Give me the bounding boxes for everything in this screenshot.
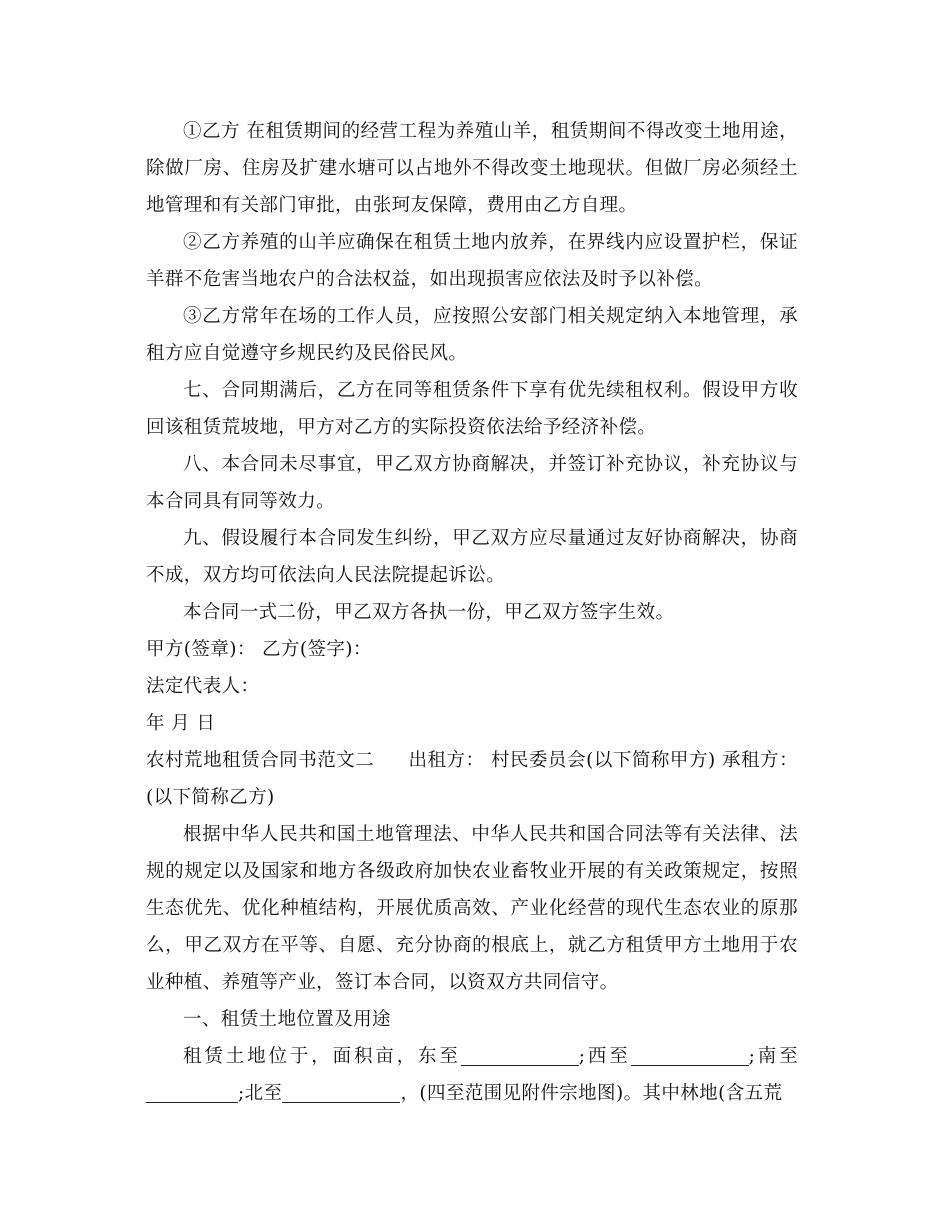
second-contract-title: 农村荒地租赁合同书范文二 [146,750,375,771]
second-contract-parties: 出租方： 村民委员会(以下简称甲方) 承租方：(以下简称乙方) [146,750,798,808]
paragraph-article-7: 七、合同期满后，乙方在同等租赁条件下享有优先续租权利。假设甲方收回该租赁荒坡地，甲方对乙方的实际投资依法给予经济补偿。 [146,380,798,438]
location-intro: 租赁土地位于，面积亩，东至 [183,1046,461,1067]
north-boundary-blank [282,1080,400,1103]
paragraph-clause-3: ③乙方常年在场的工作人员，应按照公安部门相关规定纳入本地管理，承租方应自觉遵守乡规民约及民俗民风。 [146,306,798,364]
second-contract-heading [146,742,798,816]
signature-date: 年 月 日 [146,713,216,734]
paragraph-clause-2: ②乙方养殖的山羊应确保在租赁土地内放养，在界线内应设置护栏，保证羊群不危害当地农户的合法权益，如出现损害应依法及时予以补偿。 [146,232,798,290]
paragraph-clause-1: ①乙方 在租赁期间的经营工程为养殖山羊，租赁期间不得改变土地用途，除做厂房、住房及扩建水塘可以占地外不得改变土地现状。但做厂房必须经土地管理和有关部门审批，由张珂友保障，费用由乙方自理。 [146,121,798,216]
south-boundary-blank [146,1080,238,1103]
legal-representative-label: 法定代表人： [146,676,260,697]
paragraph-copies: 本合同一式二份，甲乙双方各执一份，甲乙双方签字生效。 [183,602,675,623]
signature-line [146,631,798,668]
location-paragraph [146,1038,798,1112]
location-tail: ，(四至范围见附件宗地图)。其中林地(含五荒 [400,1083,783,1104]
preamble-paragraph: 根据中华人民共和国土地管理法、中华人民共和国合同法等有关法律、法规的规定以及国家和地方各级政府加快农业畜牧业开展的有关政策规定，按照生态优先、优化种植结构，开展优质高效、产业化经营的现代生态农业的原那么，甲乙双方在平等、自愿、充分协商的根底上，就乙方租赁甲方土地用于农业种植、养殖等产业，签订本合同，以资双方共同信守。 [146,824,798,993]
document-body [146,113,798,1112]
party-a-signature-label: 甲方(签章)： [146,639,256,660]
west-label: ;西至 [578,1046,631,1067]
party-b-signature-label: 乙方(签字)： [262,639,372,660]
west-boundary-blank [631,1043,749,1066]
paragraph-article-8: 八、本合同未尽事宜，甲乙双方协商解决，并签订补充协议，补充协议与本合同具有同等效力。 [146,454,798,512]
south-label: ;南至 [748,1046,799,1067]
north-label: ;北至 [238,1083,283,1104]
section-one-heading: 一、租赁土地位置及用途 [183,1009,391,1030]
paragraph-article-9: 九、假设履行本合同发生纠纷，甲乙双方应尽量通过友好协商解决，协商不成，双方均可依法向人民法院提起诉讼。 [146,528,798,586]
east-boundary-blank [461,1043,579,1066]
